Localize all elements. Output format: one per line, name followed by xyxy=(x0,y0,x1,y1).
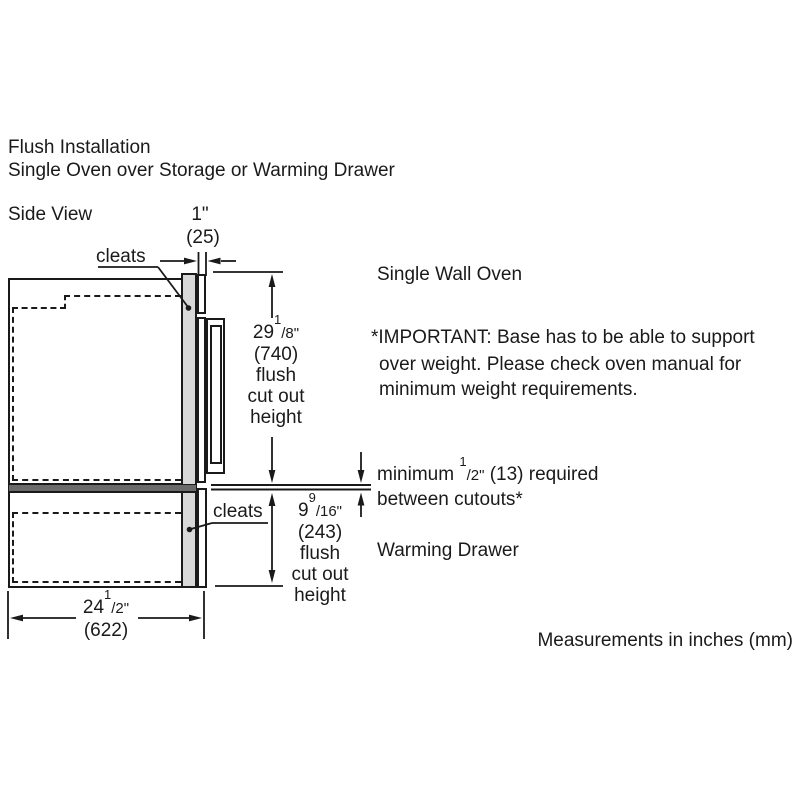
width-dim-arrowhead-right xyxy=(189,615,202,622)
drawer-cutout-dashed-left xyxy=(12,512,14,583)
oven-door-inner xyxy=(210,325,222,464)
important-note-line2: over weight. Please check oven manual for xyxy=(379,354,742,375)
drawer-cutout-dimension xyxy=(270,489,370,606)
drawer-cutout-dashed-bottom xyxy=(12,581,181,583)
top-dim-arrowhead-right-pointing xyxy=(184,258,197,265)
drawer-dim-caption-2: cut out xyxy=(291,564,349,585)
oven-cutout-dashed-bottom xyxy=(12,479,181,481)
oven-dim-inches: $29^1/8$" xyxy=(252,311,300,343)
drawer-dim-caption-1: flush xyxy=(299,543,341,564)
drawer-cutout-dashed-top xyxy=(12,512,181,514)
oven-cutout-dashed-top xyxy=(64,295,181,297)
oven-dim-caption-1: flush xyxy=(255,365,297,386)
oven-dim-caption-3: height xyxy=(250,407,302,428)
important-note-line3: minimum weight requirements. xyxy=(379,379,638,400)
drawer-dim-caption-3: height xyxy=(294,585,346,606)
important-note-line1: *IMPORTANT: Base has to be able to support xyxy=(371,327,755,348)
measurements-footnote: Measurements in inches (mm) xyxy=(537,630,793,651)
min-gap-note-line1: minimum $^1$/2" (13) required xyxy=(377,453,599,485)
drawer-dim-inches: $9^9/16$" xyxy=(298,489,342,521)
oven-dim-arrowhead-up xyxy=(269,274,276,287)
upper-cleats-label: cleats xyxy=(96,246,146,267)
drawer-dim-mm: (243) xyxy=(297,522,343,543)
top-dim-inches-label: 1" xyxy=(191,204,209,225)
top-dim-mm-label: (25) xyxy=(186,227,220,248)
view-label: Side View xyxy=(8,204,93,225)
lower-cleats-label: cleats xyxy=(213,501,263,522)
oven-cutout-dashed-top-left xyxy=(12,307,66,309)
oven-cutout-dashed-left xyxy=(12,307,14,481)
width-dim-mm: (622) xyxy=(83,620,129,641)
gap-arrowhead-down xyxy=(358,470,365,483)
upper-cleat-strip xyxy=(181,273,197,486)
min-gap-note-line2: between cutouts* xyxy=(377,489,523,510)
page-title-line2: Single Oven over Storage or Warming Drawer xyxy=(8,160,395,181)
lower-cabinet-outline xyxy=(8,491,183,588)
width-dimension xyxy=(46,586,166,642)
page-title-line1: Flush Installation xyxy=(8,137,151,158)
width-dim-inches: $24^1/2$" xyxy=(82,586,130,618)
oven-dim-mm: (740) xyxy=(253,344,299,365)
oven-flange-lower xyxy=(197,317,206,483)
warming-drawer-label: Warming Drawer xyxy=(377,540,519,561)
width-dim-arrowhead-left xyxy=(10,615,23,622)
drawer-front-panel xyxy=(197,488,207,588)
oven-cutout-dimension xyxy=(226,311,326,428)
oven-flange-upper xyxy=(197,274,206,314)
top-dim-arrowhead-left-pointing xyxy=(208,258,221,265)
single-wall-oven-label: Single Wall Oven xyxy=(377,264,523,285)
upper-cabinet-outline xyxy=(8,278,183,485)
oven-dim-caption-2: cut out xyxy=(247,386,305,407)
lower-cleat-strip xyxy=(181,491,197,588)
oven-dim-arrowhead-down xyxy=(269,470,276,483)
